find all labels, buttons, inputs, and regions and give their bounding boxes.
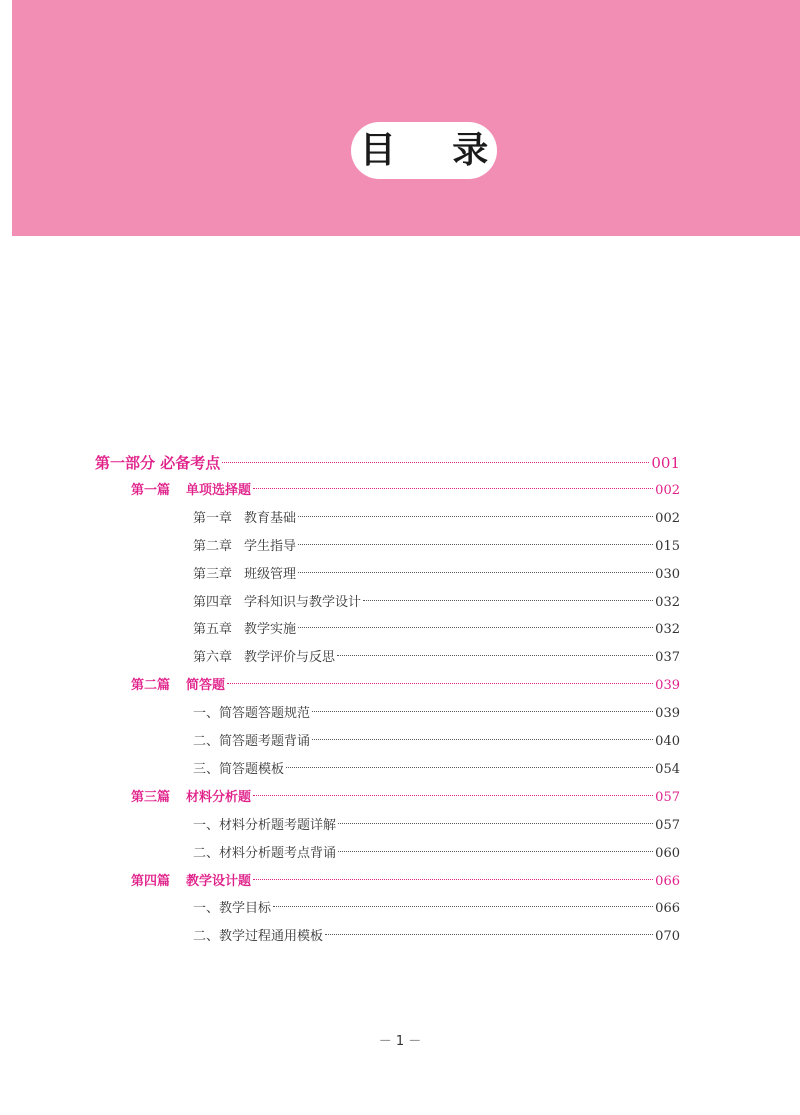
toc-entry-label	[131, 674, 225, 698]
toc-entry-page: 037	[655, 650, 680, 666]
toc-entry-title: 学科知识与教学设计	[244, 594, 362, 610]
toc-entry-title: 简答题答题规范	[219, 706, 311, 722]
toc-entry-title: 材料分析题考点背诵	[219, 845, 337, 861]
toc-entry-label	[193, 618, 296, 642]
toc-entry-title: 必备考点	[160, 454, 221, 472]
toc-entry-sec[interactable]	[131, 870, 680, 894]
toc-entry-number: 第四篇	[131, 873, 171, 889]
toc-entry-label	[95, 451, 220, 475]
toc-entry-number: 三、	[193, 761, 220, 777]
toc-entry-label	[193, 758, 284, 782]
header-banner	[12, 0, 800, 236]
toc-entry-title: 教学评价与反思	[244, 650, 336, 666]
toc-entry-label	[193, 897, 271, 921]
toc-entry-page: 001	[651, 454, 680, 472]
toc-entry-title: 简答题模板	[219, 761, 285, 777]
toc-entry-label	[193, 814, 336, 838]
toc-entry-ch[interactable]	[193, 507, 680, 531]
toc-entry-label	[131, 870, 251, 894]
toc-entry-label	[131, 786, 251, 810]
toc-entry-title: 材料分析题考题详解	[219, 817, 337, 833]
toc-entry-number: 第一篇	[131, 482, 171, 498]
toc-entry-ch[interactable]	[193, 646, 680, 670]
toc-entry-ch[interactable]	[193, 563, 680, 587]
toc-entry-page: 040	[655, 734, 680, 749]
toc-entry-title: 教学设计题	[186, 873, 252, 889]
toc-entry-number: 第三章	[193, 566, 233, 582]
toc-entry-ch[interactable]	[193, 758, 680, 782]
toc-entry-number: 第六章	[193, 650, 233, 666]
toc-entry-label	[193, 535, 296, 559]
dot-leader	[337, 655, 653, 656]
dot-leader	[325, 934, 653, 935]
toc-entry-ch[interactable]	[193, 535, 680, 559]
toc-entry-title: 材料分析题	[186, 789, 252, 805]
toc-entry-title: 班级管理	[244, 566, 297, 582]
toc-entry-page: 039	[655, 706, 680, 722]
toc-entry-number: 第四章	[193, 594, 233, 610]
toc-entry-label	[193, 702, 310, 726]
toc-entry-page: 030	[655, 566, 680, 582]
toc-entry-number: 一、	[193, 817, 220, 833]
toc-entry-number: 第二章	[193, 538, 233, 554]
page-title: 目 录	[359, 129, 511, 171]
toc-entry-number: 第一章	[193, 510, 233, 526]
dot-leader	[253, 795, 653, 796]
toc-entry-number: 一、	[193, 706, 220, 722]
toc-entry-number: 二、	[193, 929, 220, 945]
toc-entry-sec[interactable]	[131, 786, 680, 810]
toc-entry-page: 039	[655, 678, 680, 694]
toc-entry-ch[interactable]	[193, 702, 680, 726]
page-number: － 1 －	[378, 1034, 422, 1049]
dot-leader	[312, 711, 653, 712]
toc-entry-page: 032	[655, 622, 680, 638]
toc-entry-part[interactable]	[95, 451, 680, 475]
toc-entry-page: 054	[655, 761, 680, 777]
toc-entry-page: 002	[655, 482, 680, 498]
dot-leader	[253, 879, 653, 880]
toc-entry-page: 066	[655, 873, 680, 889]
toc-entry-ch[interactable]	[193, 842, 680, 866]
toc-entry-page: 032	[655, 594, 680, 610]
toc-entry-page: 070	[655, 929, 680, 945]
toc-entry-title: 学生指导	[244, 538, 297, 554]
toc-entry-number: 第一部分	[95, 454, 156, 472]
dot-leader	[298, 516, 653, 517]
toc-entry-label	[193, 646, 335, 670]
toc-entry-title: 简答题	[186, 678, 226, 694]
toc-entry-title: 简答题考题背诵	[219, 734, 311, 749]
toc-entry-page: 066	[655, 901, 680, 917]
dot-leader	[312, 739, 653, 740]
toc-entry-ch[interactable]	[193, 897, 680, 921]
dot-leader	[338, 823, 653, 824]
toc-entry-number: 第五章	[193, 622, 233, 638]
toc-entry-number: 第三篇	[131, 789, 171, 805]
toc-entry-sec[interactable]	[131, 674, 680, 698]
toc-entry-number: 一、	[193, 901, 220, 917]
dot-leader	[298, 572, 653, 573]
toc-entry-sec[interactable]	[131, 479, 680, 503]
toc-entry-page: 015	[655, 538, 680, 554]
dot-leader	[253, 488, 653, 489]
toc-entry-label	[131, 479, 251, 503]
toc-entry-label	[193, 730, 310, 754]
dot-leader	[363, 600, 653, 601]
title-pill	[351, 122, 511, 179]
dot-leader	[222, 462, 649, 463]
dot-leader	[227, 683, 653, 684]
toc-entry-title: 教学过程通用模板	[219, 929, 324, 945]
toc-entry-title: 教育基础	[244, 510, 297, 526]
toc-entry-page: 002	[655, 510, 680, 526]
toc-entry-ch[interactable]	[193, 591, 680, 615]
dot-leader	[273, 906, 653, 907]
toc-entry-title: 教学实施	[244, 622, 297, 638]
toc-entry-page: 057	[655, 789, 680, 805]
dot-leader	[298, 627, 653, 628]
toc-entry-ch[interactable]	[193, 814, 680, 838]
toc-entry-label	[193, 563, 296, 587]
toc-entry-title: 单项选择题	[186, 482, 252, 498]
toc-entry-ch[interactable]	[193, 618, 680, 642]
toc-entry-number: 二、	[193, 734, 220, 749]
toc-entry-number: 第二篇	[131, 678, 171, 694]
toc-entry-label	[193, 507, 296, 531]
dot-leader	[338, 851, 653, 852]
toc-entry-page: 057	[655, 817, 680, 833]
toc-entry-title: 教学目标	[219, 901, 272, 917]
dot-leader	[286, 767, 653, 768]
toc-entry-page: 060	[655, 845, 680, 861]
dot-leader	[298, 544, 653, 545]
toc-entry-ch[interactable]	[193, 925, 680, 949]
toc-entry-label	[193, 925, 323, 949]
toc-entry-ch[interactable]	[193, 730, 680, 754]
toc-entry-label	[193, 591, 361, 615]
toc-entry-number: 二、	[193, 845, 220, 861]
toc-entry-label	[193, 842, 336, 866]
